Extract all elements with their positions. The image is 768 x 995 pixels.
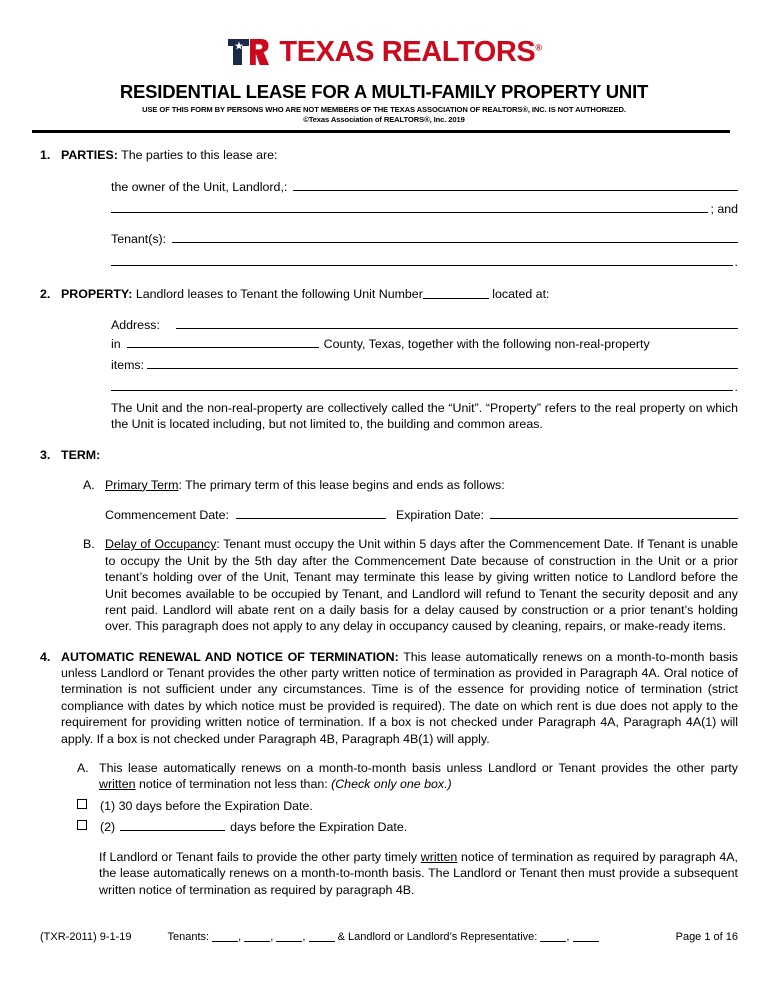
section-heading: TERM: (61, 448, 101, 463)
page-footer (0, 931, 768, 943)
page-number: Page 1 of 16 (675, 931, 738, 943)
items-field-row-2 (111, 378, 738, 395)
document-body (0, 147, 768, 898)
form-usage-notice: USE OF THIS FORM BY PERSONS WHO ARE NOT MEMBERS OF THE TEXAS ASSOCIATION OF REALTORS®, INC. IS NOT AUTHORIZED. (142, 105, 626, 115)
unit-number-input-line[interactable] (423, 287, 489, 299)
section-heading: PARTIES: (61, 148, 118, 163)
expiration-date-label: Expiration Date: (395, 508, 485, 522)
address-field-row (111, 316, 738, 333)
written-emphasis: written (99, 777, 136, 792)
commencement-date-input[interactable] (236, 507, 386, 519)
county-field-row (111, 336, 738, 353)
period-mark: . (734, 254, 738, 269)
landlord-input-line[interactable] (293, 178, 738, 191)
county-text: County, Texas, together with the following non-real-property (323, 337, 650, 352)
brand-logo (226, 36, 541, 68)
tenant-initial-blank-4[interactable] (309, 932, 335, 942)
commencement-date-label: Commencement Date: (105, 508, 229, 522)
primary-term-label: Primary Term (105, 477, 179, 492)
subsection-letter: A. (83, 477, 95, 492)
brand-logo-text: TEXAS REALTORS® (279, 35, 542, 68)
tenant-input-line[interactable] (172, 230, 738, 243)
landlord-field-row-2 (111, 200, 738, 217)
sep-2: , (270, 931, 274, 943)
section-number: 2. (40, 287, 51, 302)
address-label: Address: (111, 317, 160, 332)
tenant-initial-blank-2[interactable] (244, 932, 270, 942)
term-dates-row (105, 506, 738, 523)
delay-of-occupancy-paragraph (105, 536, 738, 634)
automatic-renewal-text: This lease automatically renews on a month-to-month basis unless Landlord or Tenant provides the other party written notice of termination as provided in Paragraph 4A. Oral notice of termination is not sufficient under any circumstances. Time is of the essence for providing notice of termination (strict compliance with dates by which notice must be provided is required). The date on which rent is due does not apply to the requirement for providing written notice of termination. If a box is not checked under Paragraph 4A, Paragraph 4A(1) will apply. If a box is not checked under Paragraph 4B, Paragraph 4B(1) will apply. (61, 649, 738, 746)
copyright-notice: ©Texas Association of REALTORS®, Inc. 2019 (303, 115, 465, 125)
section-heading: AUTOMATIC RENEWAL AND NOTICE OF TERMINATION: (61, 649, 399, 664)
renewal-closing-paragraph (99, 849, 738, 898)
items-field-row (111, 356, 738, 373)
items-label: items: (111, 357, 145, 372)
subsection-primary-term (83, 477, 738, 524)
checkbox-icon[interactable] (77, 799, 87, 809)
expiration-date-input[interactable] (490, 506, 738, 519)
and-connector: ; and (710, 202, 738, 217)
renewal-days-input[interactable] (120, 819, 225, 831)
subsection-delay-of-occupancy (83, 536, 738, 634)
section-property (40, 286, 738, 432)
renewal-closing-part2: notice of termination as required by paragraph 4A, the lease automatically renews on a month-to-month basis. The Landlord or Tenant then must provide a subsequent written notice of termination as required by paragraph 4B. (99, 849, 738, 897)
page-title: RESIDENTIAL LEASE FOR A MULTI-FAMILY PROPERTY UNIT (119, 81, 649, 102)
check-one-box-instruction: (Check only one box.) (331, 777, 452, 792)
section-automatic-renewal (40, 649, 738, 898)
renewal-option-2[interactable] (77, 819, 738, 836)
address-field-group (111, 316, 738, 433)
tenant-label: Tenant(s): (111, 232, 167, 247)
delay-of-occupancy-label: Delay of Occupancy (105, 537, 217, 552)
renewal-option-1-label: (1) 30 days before the Expiration Date. (100, 798, 313, 813)
renewal-option-2-label: (2) (100, 820, 116, 835)
sep-1: , (238, 931, 242, 943)
renewal-notice-text-part1: This lease automatically renews on a month-to-month basis unless Landlord or Tenant provides the other party (99, 760, 738, 775)
registered-mark: ® (535, 41, 542, 52)
form-id: (TXR-2011) 9-1-19 (40, 931, 132, 943)
subsection-renewal-notice (77, 760, 738, 793)
tenant-field-row (111, 230, 738, 247)
tenant-field-group (111, 230, 738, 270)
renewal-option-2-label-tail: days before the Expiration Date. (230, 820, 408, 835)
header-divider (32, 130, 730, 133)
landlord-initials-label: & Landlord or Landlord’s Representative: (337, 931, 538, 943)
landlord-field-row (111, 178, 738, 195)
landlord-field-group (111, 178, 738, 218)
subsection-letter: A. (77, 760, 89, 775)
items-input-line[interactable] (147, 356, 738, 369)
sep-3: , (302, 931, 306, 943)
period-mark: . (734, 380, 738, 395)
document-header (0, 0, 768, 75)
section-number: 3. (40, 448, 51, 463)
section-heading-line (61, 147, 738, 163)
section-heading-line (61, 286, 738, 302)
county-input-line[interactable] (127, 336, 319, 348)
renewal-option-1[interactable] (77, 798, 738, 814)
renewal-notice-text (99, 760, 738, 793)
address-input-line[interactable] (176, 316, 738, 329)
property-definition-text: The Unit and the non-real-property are collectively called the “Unit”. “Property” refers to the real property on which the Unit is located including, but not limited to, the building and common areas. (111, 400, 738, 431)
section-heading: PROPERTY: (61, 287, 133, 302)
unit-number-text-before: Landlord leases to Tenant the following Unit Number (135, 287, 423, 302)
section-number: 4. (40, 649, 51, 664)
tenant-field-row-2 (111, 253, 738, 270)
tenant-input-line-2[interactable] (111, 253, 733, 266)
section-term (40, 447, 738, 634)
items-input-line-2[interactable] (111, 378, 733, 391)
renewal-closing-part1: If Landlord or Tenant fails to provide the other party timely (99, 849, 421, 864)
tenant-initial-blank-3[interactable] (276, 932, 302, 942)
renewal-options-list (77, 798, 738, 836)
written-emphasis: written (420, 849, 458, 864)
section-parties (40, 147, 738, 270)
initials-line (168, 931, 599, 943)
landlord-input-line-2[interactable] (111, 200, 708, 213)
subsection-letter: B. (83, 537, 95, 552)
texas-realtors-logo-mark (226, 36, 270, 68)
renewal-notice-text-part2: notice of termination not less than: (135, 777, 332, 792)
sep-4: , (566, 931, 570, 943)
delay-of-occupancy-text: : Tenant must occupy the Unit within 5 days after the Commencement Date. If Tenant is unable to occupy the Unit by the 5th day after the Commencement Date because of construction in the Unit or a prior tenant’s holding over of the Unit, Tenant may terminate this lease by giving written notice to Landlord before the Unit becomes available to be occupied by Tenant, and Landlord will refund to Tenant the security deposit and any rent paid. Landlord will abate rent on a daily basis for a delay caused by construction or a prior tenant’s holding over. This paragraph does not apply to any delay in occupancy caused by cleaning, repairs, or make-ready items. (105, 537, 738, 634)
primary-term-text: : The primary term of this lease begins and ends as follows: (178, 477, 505, 492)
primary-term-line (105, 477, 738, 493)
in-label: in (111, 337, 121, 352)
section-number: 1. (40, 148, 51, 163)
landlord-initial-blank-2[interactable] (573, 932, 599, 942)
tenant-initial-blank-1[interactable] (212, 932, 238, 942)
section-intro: The parties to this lease are: (121, 148, 278, 163)
unit-number-text-after: located at: (492, 287, 550, 302)
landlord-initial-blank-1[interactable] (540, 932, 566, 942)
landlord-label: the owner of the Unit, Landlord,: (111, 179, 288, 194)
checkbox-icon[interactable] (77, 820, 87, 830)
automatic-renewal-paragraph (61, 649, 738, 747)
tenants-initials-label: Tenants: (167, 931, 210, 943)
